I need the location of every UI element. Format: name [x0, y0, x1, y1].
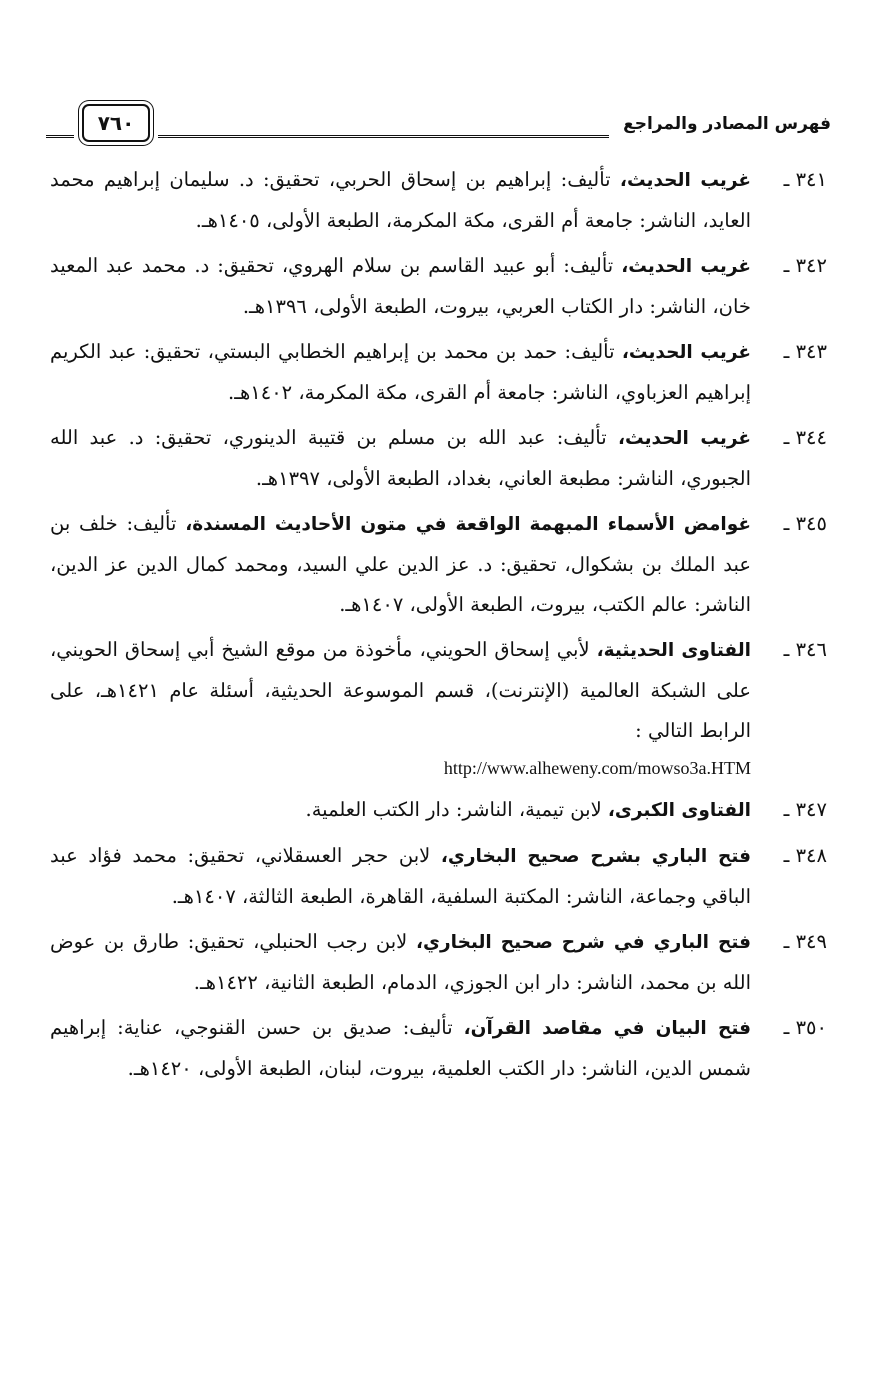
bibliography-entry [50, 1008, 827, 1089]
bibliography-entry [50, 630, 827, 785]
entry-number: ٣٥٠ ـ [783, 1016, 827, 1039]
entry-title: فتح الباري في شرح صحيح البخاري، [416, 932, 751, 953]
entry-details: لابن تيمية، الناشر: دار الكتب العلمية. [305, 798, 602, 821]
entry-number: ٣٤٨ ـ [783, 844, 827, 867]
entry-details: لابن حجر العسقلاني، تحقيق: محمد فؤاد عبد الباقي وجماعة، الناشر: المكتبة السلفية، القاهرة، الطبعة الثالثة، ١٤٠٧هـ. [50, 844, 751, 908]
bibliography-entry [50, 790, 827, 831]
entry-number: ٣٤٣ ـ [783, 340, 827, 363]
entry-details: تأليف: خلف بن عبد الملك بن بشكوال، تحقيق: د. عز الدين علي السيد، ومحمد كمال الدين عز الدين، الناشر: عالم الكتب، بيروت، الطبعة الأولى، ١٤٠٧هـ. [50, 512, 751, 616]
header-rule-end [46, 135, 74, 138]
bibliography-entry [50, 418, 827, 499]
entry-title: غريب الحديث، [617, 428, 752, 449]
entry-title: غريب الحديث، [619, 170, 752, 191]
bibliography-entry [50, 332, 827, 413]
header-rule [158, 135, 609, 138]
bibliography-entry [50, 160, 827, 241]
entry-number: ٣٤٦ ـ [783, 638, 827, 661]
bibliography-entry [50, 922, 827, 1003]
entry-number: ٣٤٢ ـ [783, 254, 827, 277]
entry-details: تأليف: عبد الله بن مسلم بن قتيبة الدينوري، تحقيق: د. عبد الله الجبوري، الناشر: مطبعة العاني، بغداد، الطبعة الأولى، ١٣٩٧هـ. [50, 426, 751, 490]
entry-title: الفتاوى الكبرى، [607, 800, 751, 821]
entry-url[interactable]: http://www.alheweny.com/mowso3a.HTM [443, 758, 751, 778]
entry-number: ٣٤٧ ـ [783, 798, 827, 821]
entry-number: ٣٤٩ ـ [783, 930, 827, 953]
entry-details: تأليف: إبراهيم بن إسحاق الحربي، تحقيق: د. سليمان إبراهيم محمد العايد، الناشر: جامعة أم القرى، مكة المكرمة، الطبعة الأولى، ١٤٠٥هـ. [50, 168, 751, 232]
entry-number: ٣٤٥ ـ [783, 512, 827, 535]
entry-details: تأليف: أبو عبيد القاسم بن سلام الهروي، تحقيق: د. محمد عبد المعيد خان، الناشر: دار الكتاب العربي، بيروت، الطبعة الأولى، ١٣٩٦هـ. [50, 254, 751, 318]
entry-details: لأبي إسحاق الحويني، مأخوذة من موقع الشيخ أبي إسحاق الحويني، على الشبكة العالمية (الإنترنت)، قسم الموسوعة الحديثية، أسئلة عام ١٤٢١هـ، على الرابط التالي : [50, 638, 751, 742]
entry-title: غوامض الأسماء المبهمة الواقعة في متون الأحاديث المسندة، [185, 514, 751, 535]
page-header [46, 96, 831, 142]
entry-number: ٣٤١ ـ [783, 168, 827, 191]
entry-title: فتح البيان في مقاصد القرآن، [463, 1018, 751, 1039]
entry-number: ٣٤٤ ـ [783, 426, 827, 449]
bibliography-entry [50, 504, 827, 625]
entry-title: غريب الحديث، [621, 342, 752, 363]
bibliography-list [50, 160, 827, 1094]
entry-details: تأليف: صديق بن حسن القنوجي، عناية: إبراهيم شمس الدين، الناشر: دار الكتب العلمية، بيروت، لبنان، الطبعة الأولى، ١٤٢٠هـ. [50, 1016, 751, 1080]
entry-title: الفتاوى الحديثية، [596, 640, 751, 661]
entry-title: غريب الحديث، [621, 256, 751, 277]
bibliography-entry [50, 246, 827, 327]
entry-details: تأليف: حمد بن محمد بن إبراهيم الخطابي البستي، تحقيق: عبد الكريم إبراهيم العزباوي، الناشر: جامعة أم القرى، مكة المكرمة، ١٤٠٢هـ. [50, 340, 751, 404]
bibliography-entry [50, 836, 827, 917]
entry-title: فتح الباري بشرح صحيح البخاري، [440, 846, 751, 867]
page-number: ٧٦٠ [82, 104, 150, 142]
running-title: فهرس المصادر والمراجع [623, 114, 831, 134]
entry-details: لابن رجب الحنبلي، تحقيق: طارق بن عوض الله بن محمد، الناشر: دار ابن الجوزي، الدمام، الطبعة الثانية، ١٤٢٢هـ. [50, 930, 751, 994]
